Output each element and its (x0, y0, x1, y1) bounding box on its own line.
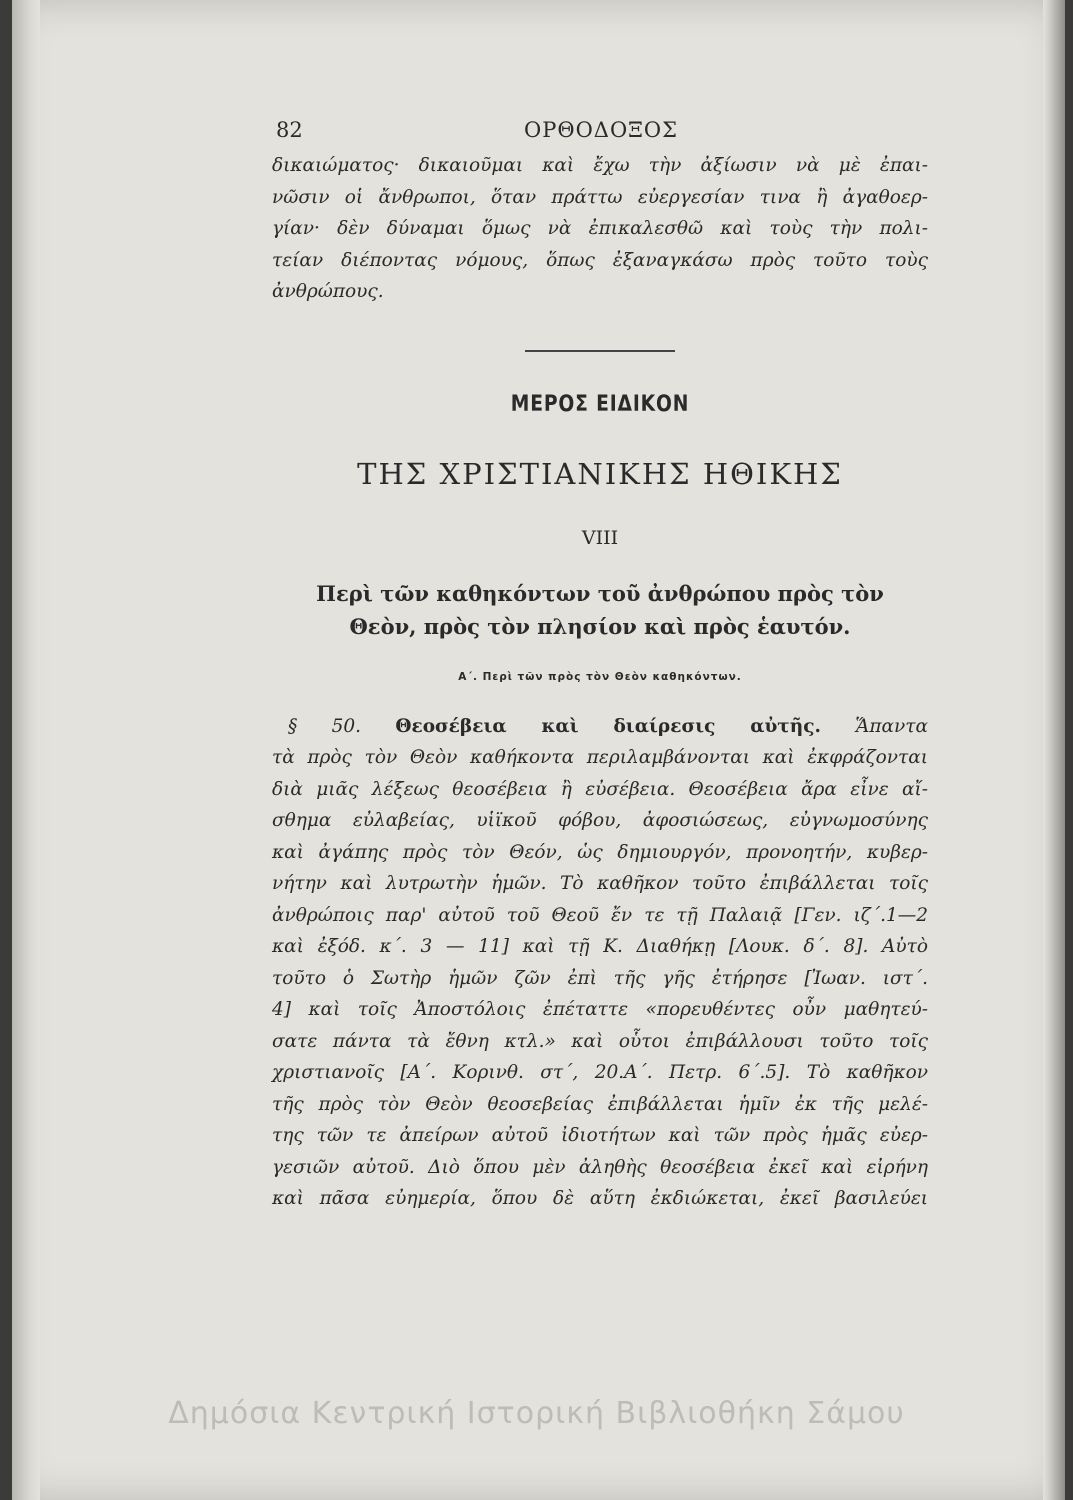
page-left-edge (12, 0, 40, 1500)
chapter-title-line: Περὶ τῶν καθηκόντων τοῦ ἀνθρώπου πρὸς τὸν (316, 580, 884, 606)
chapter-title (272, 577, 928, 643)
part-heading: ΜΕΡΟΣ ΕΙΔΙΚΟΝ (510, 391, 690, 417)
section-number: § 50. (288, 715, 361, 737)
section-body (272, 711, 928, 1215)
section-title: Θεοσέβεια καὶ διαίρεσις αὐτῆς. (395, 715, 821, 737)
subject-heading: ΤΗΣ ΧΡΙΣΤΙΑΝΙΚΗΣ ΗΘΙΚΗΣ (357, 456, 843, 491)
text-line: καὶ πᾶσα εὐημερία, ὅπου δὲ αὕτη ἐκδιώκεται, ἐκεῖ βασιλεύει (272, 1188, 928, 1209)
text-line: της τῶν τε ἀπείρων αὐτοῦ ἰδιοτήτων καὶ τῶν πρὸς ἡμᾶς εὐερ- (272, 1125, 928, 1146)
text-line: τείαν διέποντας νόμους, ὅπως ἐξαναγκάσω πρὸς τοῦτο τοὺς (272, 249, 928, 271)
text-line: τοῦτο ὁ Σωτὴρ ἡμῶν ζῶν ἐπὶ τῆς γῆς ἐτήρησε [Ἰωαν. ιστ΄. (272, 967, 928, 989)
text-line: δικαιώματος· δικαιοῦμαι καὶ ἔχω τὴν ἀξίωσιν νὰ μὲ ἐπαι- (272, 155, 928, 176)
section-first-words: Ἅπαντα (855, 715, 928, 737)
text-line: νήτην καὶ λυτρωτὴν ἡμῶν. Τὸ καθῆκον τοῦτο ἐπιβάλλεται τοῖς (272, 873, 928, 894)
text-line: ἀνθρώπους. (272, 281, 384, 302)
text-line: καὶ ἀγάπης πρὸς τὸν Θεόν, ὡς δημιουργόν, προνοητήν, κυβερ- (272, 841, 928, 863)
subsection-heading: Α΄. Περὶ τῶν πρὸς τὸν Θεὸν καθηκόντων. (458, 670, 742, 683)
text-line: χριστιανοῖς [Α΄. Κορινθ. στ΄, 20.Α΄. Πετρ. 6΄.5]. Τὸ καθῆκον (272, 1062, 928, 1083)
page-right-edge (1043, 0, 1065, 1500)
page-header (272, 110, 928, 150)
page-content (272, 110, 928, 1215)
section-divider (525, 350, 675, 352)
text-line: ἀνθρώποις παρ' αὐτοῦ τοῦ Θεοῦ ἔν τε τῇ Παλαιᾷ [Γεν. ιζ΄.1—2 (272, 904, 928, 926)
intro-paragraph (272, 150, 928, 308)
section-first-line (272, 711, 928, 743)
page-number: 82 (276, 118, 303, 142)
text-line: γεσιῶν αὐτοῦ. Διὸ ὅπου μὲν ἀληθὴς θεοσέβεια ἐκεῖ καὶ εἰρήνη (272, 1156, 928, 1178)
text-line: καὶ ἐξόδ. κ΄. 3 — 11] καὶ τῇ Κ. Διαθήκῃ [Λουκ. δ΄. 8]. Αὐτὸ (272, 936, 928, 957)
chapter-number: VIII (581, 526, 619, 549)
text-line: γίαν· δὲν δύναμαι ὅμως νὰ ἐπικαλεσθῶ καὶ τοὺς τὴν πολι- (272, 218, 928, 239)
running-title: ΟΡΘΟΔΟΞΟΣ (524, 118, 679, 142)
library-watermark: Δημόσια Κεντρική Ιστορική Βιβλιοθήκη Σάμου (168, 1396, 905, 1431)
chapter-title-line: Θεὸν, πρὸς τὸν πλησίον καὶ πρὸς ἑαυτόν. (349, 613, 851, 639)
text-line: τῆς πρὸς τὸν Θεὸν θεοσεβείας ἐπιβάλλεται ἡμῖν ἐκ τῆς μελέ- (272, 1093, 928, 1115)
text-line: σθημα εὐλαβείας, υἱϊκοῦ φόβου, ἀφοσιώσεως, εὐγνωμοσύνης (272, 810, 928, 831)
text-line: τὰ πρὸς τὸν Θεὸν καθήκοντα περιλαμβάνονται καὶ ἐκφράζονται (272, 747, 928, 768)
text-line: 4] καὶ τοῖς Ἀποστόλοις ἐπέταττε «πορευθέντες οὖν μαθητεύ- (272, 999, 928, 1020)
text-line: διὰ μιᾶς λέξεως θεοσέβεια ἢ εὐσέβεια. Θεοσέβεια ἄρα εἶνε αἴ- (272, 778, 928, 800)
text-line: σατε πάντα τὰ ἔθνη κτλ.» καὶ οὗτοι ἐπιβάλλουσι τοῦτο τοῖς (272, 1030, 928, 1052)
text-line: νῶσιν οἱ ἄνθρωποι, ὅταν πράττω εὐεργεσίαν τινα ἢ ἀγαθοερ- (272, 186, 928, 208)
